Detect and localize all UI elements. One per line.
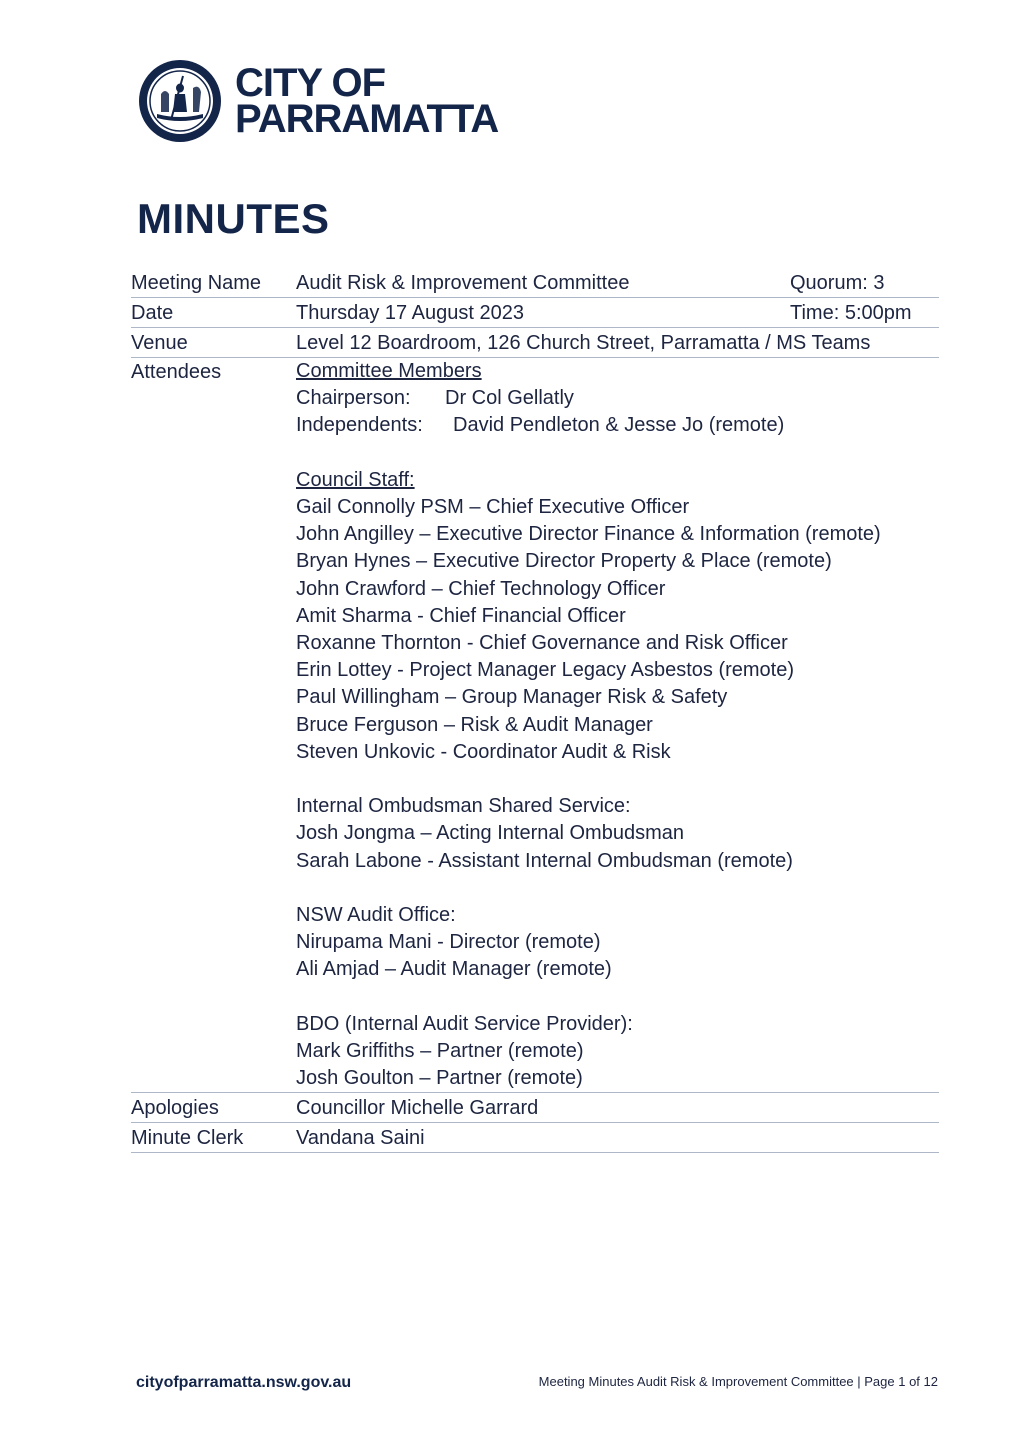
venue-value: Level 12 Boardroom, 126 Church Street, Parramatta / MS Teams <box>296 332 871 354</box>
row-venue <box>131 328 939 358</box>
staff-member: Gail Connolly PSM – Chief Executive Officer <box>296 496 690 518</box>
city-seal-icon <box>137 58 223 144</box>
time: Time: 5:00pm <box>790 302 912 324</box>
staff-member: Bruce Ferguson – Risk & Audit Manager <box>296 713 653 736</box>
city-logo <box>137 58 498 144</box>
independents-value: David Pendleton & Jesse Jo (remote) <box>453 414 785 437</box>
staff-member: Erin Lottey - Project Manager Legacy Asbestos (remote) <box>296 659 795 682</box>
audit-office-member: Ali Amjad – Audit Manager (remote) <box>296 958 612 981</box>
row-minute-clerk <box>131 1123 939 1153</box>
bdo-heading: BDO (Internal Audit Service Provider): <box>296 1012 633 1035</box>
ombudsman-heading: Internal Ombudsman Shared Service: <box>296 795 631 818</box>
row-date <box>131 298 939 328</box>
meeting-name-value: Audit Risk & Improvement Committee <box>296 272 630 294</box>
row-attendees <box>131 358 939 1093</box>
chairperson-label: Chairperson: <box>296 387 411 410</box>
staff-member: Paul Willingham – Group Manager Risk & Safety <box>296 686 728 709</box>
date-label: Date <box>131 302 174 324</box>
staff-member: Bryan Hynes – Executive Director Property & Place (remote) <box>296 550 832 573</box>
staff-member: John Crawford – Chief Technology Officer <box>296 577 666 600</box>
bdo-member: Josh Goulton – Partner (remote) <box>296 1067 583 1090</box>
chairperson-line <box>296 385 939 412</box>
committee-heading: Committee Members <box>296 360 482 382</box>
page-title: MINUTES <box>137 195 330 242</box>
independents-line <box>296 412 939 439</box>
wordmark-line2: PARRAMATTA <box>235 97 499 141</box>
staff-heading: Council Staff: <box>296 468 415 491</box>
staff-member: Roxanne Thornton - Chief Governance and Risk Officer <box>296 632 788 655</box>
date-value: Thursday 17 August 2023 <box>296 302 524 324</box>
footer-website: cityofparramatta.nsw.gov.au <box>136 1374 352 1391</box>
apologies-label: Apologies <box>131 1097 219 1120</box>
wordmark-line1: CITY OF <box>235 61 386 105</box>
chairperson-value: Dr Col Gellatly <box>445 387 574 410</box>
independents-label: Independents: <box>296 414 423 437</box>
minute-clerk-label: Minute Clerk <box>131 1127 244 1150</box>
ombudsman-member: Sarah Labone - Assistant Internal Ombudsman (remote) <box>296 849 793 872</box>
ombudsman-member: Josh Jongma – Acting Internal Ombudsman <box>296 822 684 845</box>
venue-label: Venue <box>131 332 188 354</box>
audit-office-member: Nirupama Mani - Director (remote) <box>296 931 601 954</box>
wordmark <box>235 61 499 141</box>
apologies-value: Councillor Michelle Garrard <box>296 1097 539 1120</box>
row-meeting-name <box>131 268 939 298</box>
staff-member: Amit Sharma - Chief Financial Officer <box>296 604 626 627</box>
audit-office-heading: NSW Audit Office: <box>296 904 456 927</box>
meeting-name-label: Meeting Name <box>131 272 262 294</box>
staff-member: Steven Unkovic - Coordinator Audit & Risk <box>296 740 671 763</box>
minute-clerk-value: Vandana Saini <box>296 1127 425 1150</box>
footer-page-info: Meeting Minutes Audit Risk & Improvement Committee | Page 1 of 12 <box>538 1374 938 1389</box>
attendees-label: Attendees <box>131 361 222 383</box>
row-apologies <box>131 1093 939 1123</box>
quorum: Quorum: 3 <box>790 272 885 294</box>
bdo-member: Mark Griffiths – Partner (remote) <box>296 1040 584 1063</box>
attendees-list <box>296 358 939 1092</box>
meeting-details-table <box>131 268 939 1153</box>
staff-member: John Angilley – Executive Director Finance & Information (remote) <box>296 523 881 546</box>
